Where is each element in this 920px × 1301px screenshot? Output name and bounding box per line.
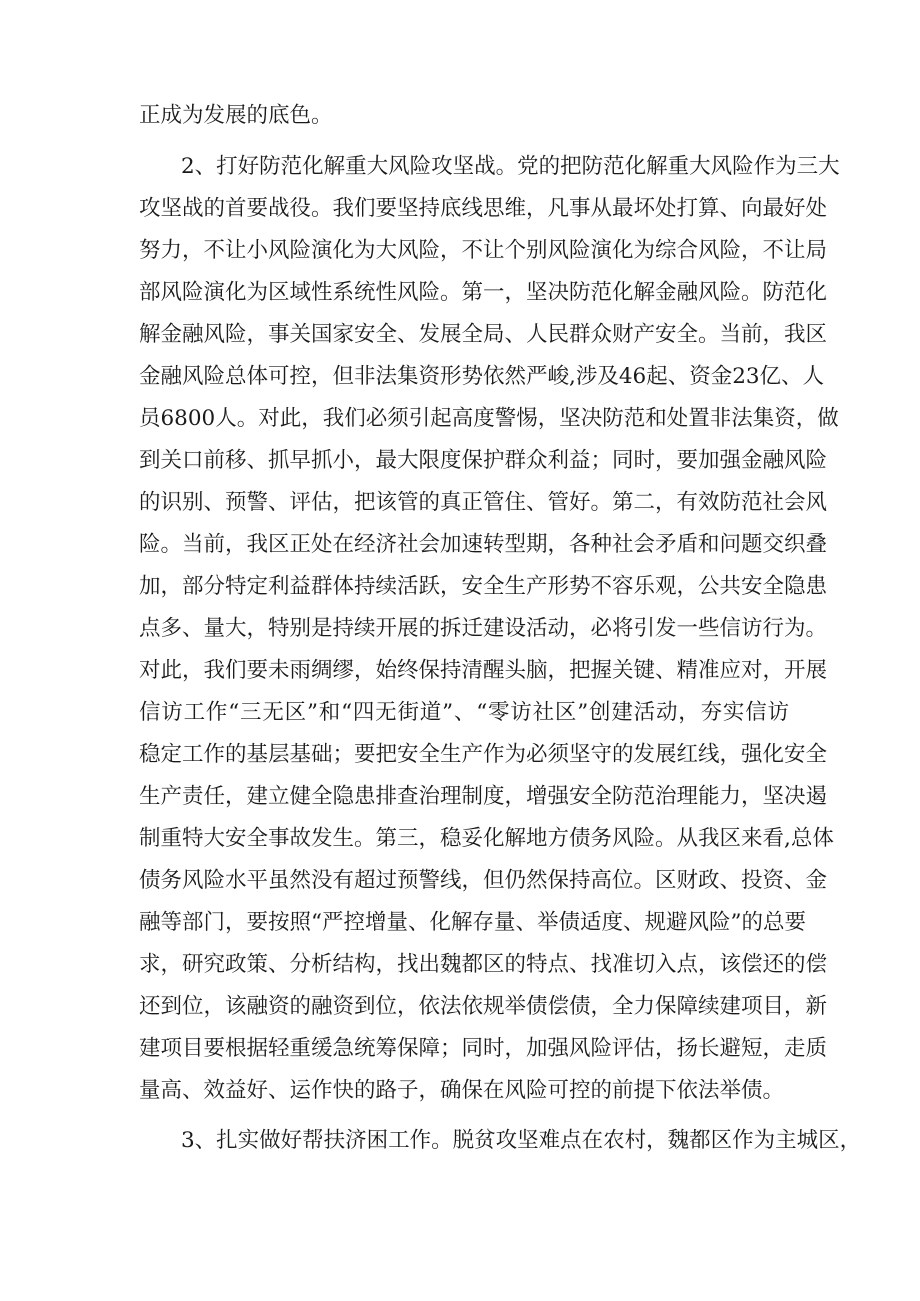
text-line: 员6800人。对此，我们必须引起高度警惕，坚决防范和处置非法集资，做: [139, 406, 839, 431]
text-line: 对此，我们要未雨绸缪，始终保持清醒头脑，把握关键、精准应对，开展: [139, 658, 828, 683]
text-line: 到关口前移、抓早抓小，最大限度保护群众利益；同时，要加强金融风险: [139, 448, 828, 473]
text-line: 生产责任，建立健全隐患排查治理制度，增强安全防范治理能力，坚决遏: [139, 784, 828, 809]
text-line: 制重特大安全事故发生。第三，稳妥化解地方债务风险。从我区来看,总体: [139, 826, 834, 851]
text-line: 信访工作“三无区”和“四无街道”、“零访社区”创建活动，夯实信访: [139, 700, 789, 725]
paragraph-heading-line: 3、扎实做好帮扶济困工作。脱贫攻坚难点在农村，魏都区作为主城区，: [181, 1128, 862, 1153]
text-line: 正成为发展的底色。: [139, 103, 333, 128]
text-line: 量高、效益好、运作快的路子，确保在风险可控的前提下依法举债。: [139, 1078, 785, 1103]
text-line: 解金融风险，事关国家安全、发展全局、人民群众财产安全。当前，我区: [139, 322, 828, 347]
text-line: 建项目要根据轻重缓急统筹保障；同时，加强风险评估，扬长避短，走质: [139, 1036, 828, 1061]
text-line: 还到位，该融资的融资到位，依法依规举债偿债，全力保障续建项目，新: [139, 994, 828, 1019]
text-line: 融等部门，要按照“严控增量、化解存量、举债适度、规避风险”的总要: [139, 910, 806, 935]
text-line: 金融风险总体可控，但非法集资形势依然严峻,涉及46起、资金23亿、人: [139, 364, 825, 389]
text-line: 加，部分特定利益群体持续活跃，安全生产形势不容乐观，公共安全隐患: [139, 574, 828, 599]
text-line: 部风险演化为区域性系统性风险。第一，坚决防范化解金融风险。防范化: [139, 280, 828, 305]
text-line: 的识别、预警、评估，把该管的真正管住、管好。第二，有效防范社会风: [139, 490, 828, 515]
text-line: 攻坚战的首要战役。我们要坚持底线思维，凡事从最坏处打算、向最好处: [139, 196, 828, 221]
text-line: 努力，不让小风险演化为大风险，不让个别风险演化为综合风险，不让局: [139, 238, 828, 263]
text-line: 点多、量大，特别是持续开展的拆迁建设活动，必将引发一些信访行为。: [139, 616, 828, 641]
text-line: 险。当前，我区正处在经济社会加速转型期，各种社会矛盾和问题交织叠: [139, 532, 828, 557]
paragraph-heading-line: 2、打好防范化解重大风险攻坚战。党的把防范化解重大风险作为三大: [181, 154, 840, 179]
text-line: 债务风险水平虽然没有超过预警线，但仍然保持高位。区财政、投资、金: [139, 868, 828, 893]
text-line: 求，研究政策、分析结构，找出魏都区的特点、找准切入点，该偿还的偿: [139, 952, 828, 977]
text-line: 稳定工作的基层基础；要把安全生产作为必须坚守的发展红线，强化安全: [139, 742, 828, 767]
